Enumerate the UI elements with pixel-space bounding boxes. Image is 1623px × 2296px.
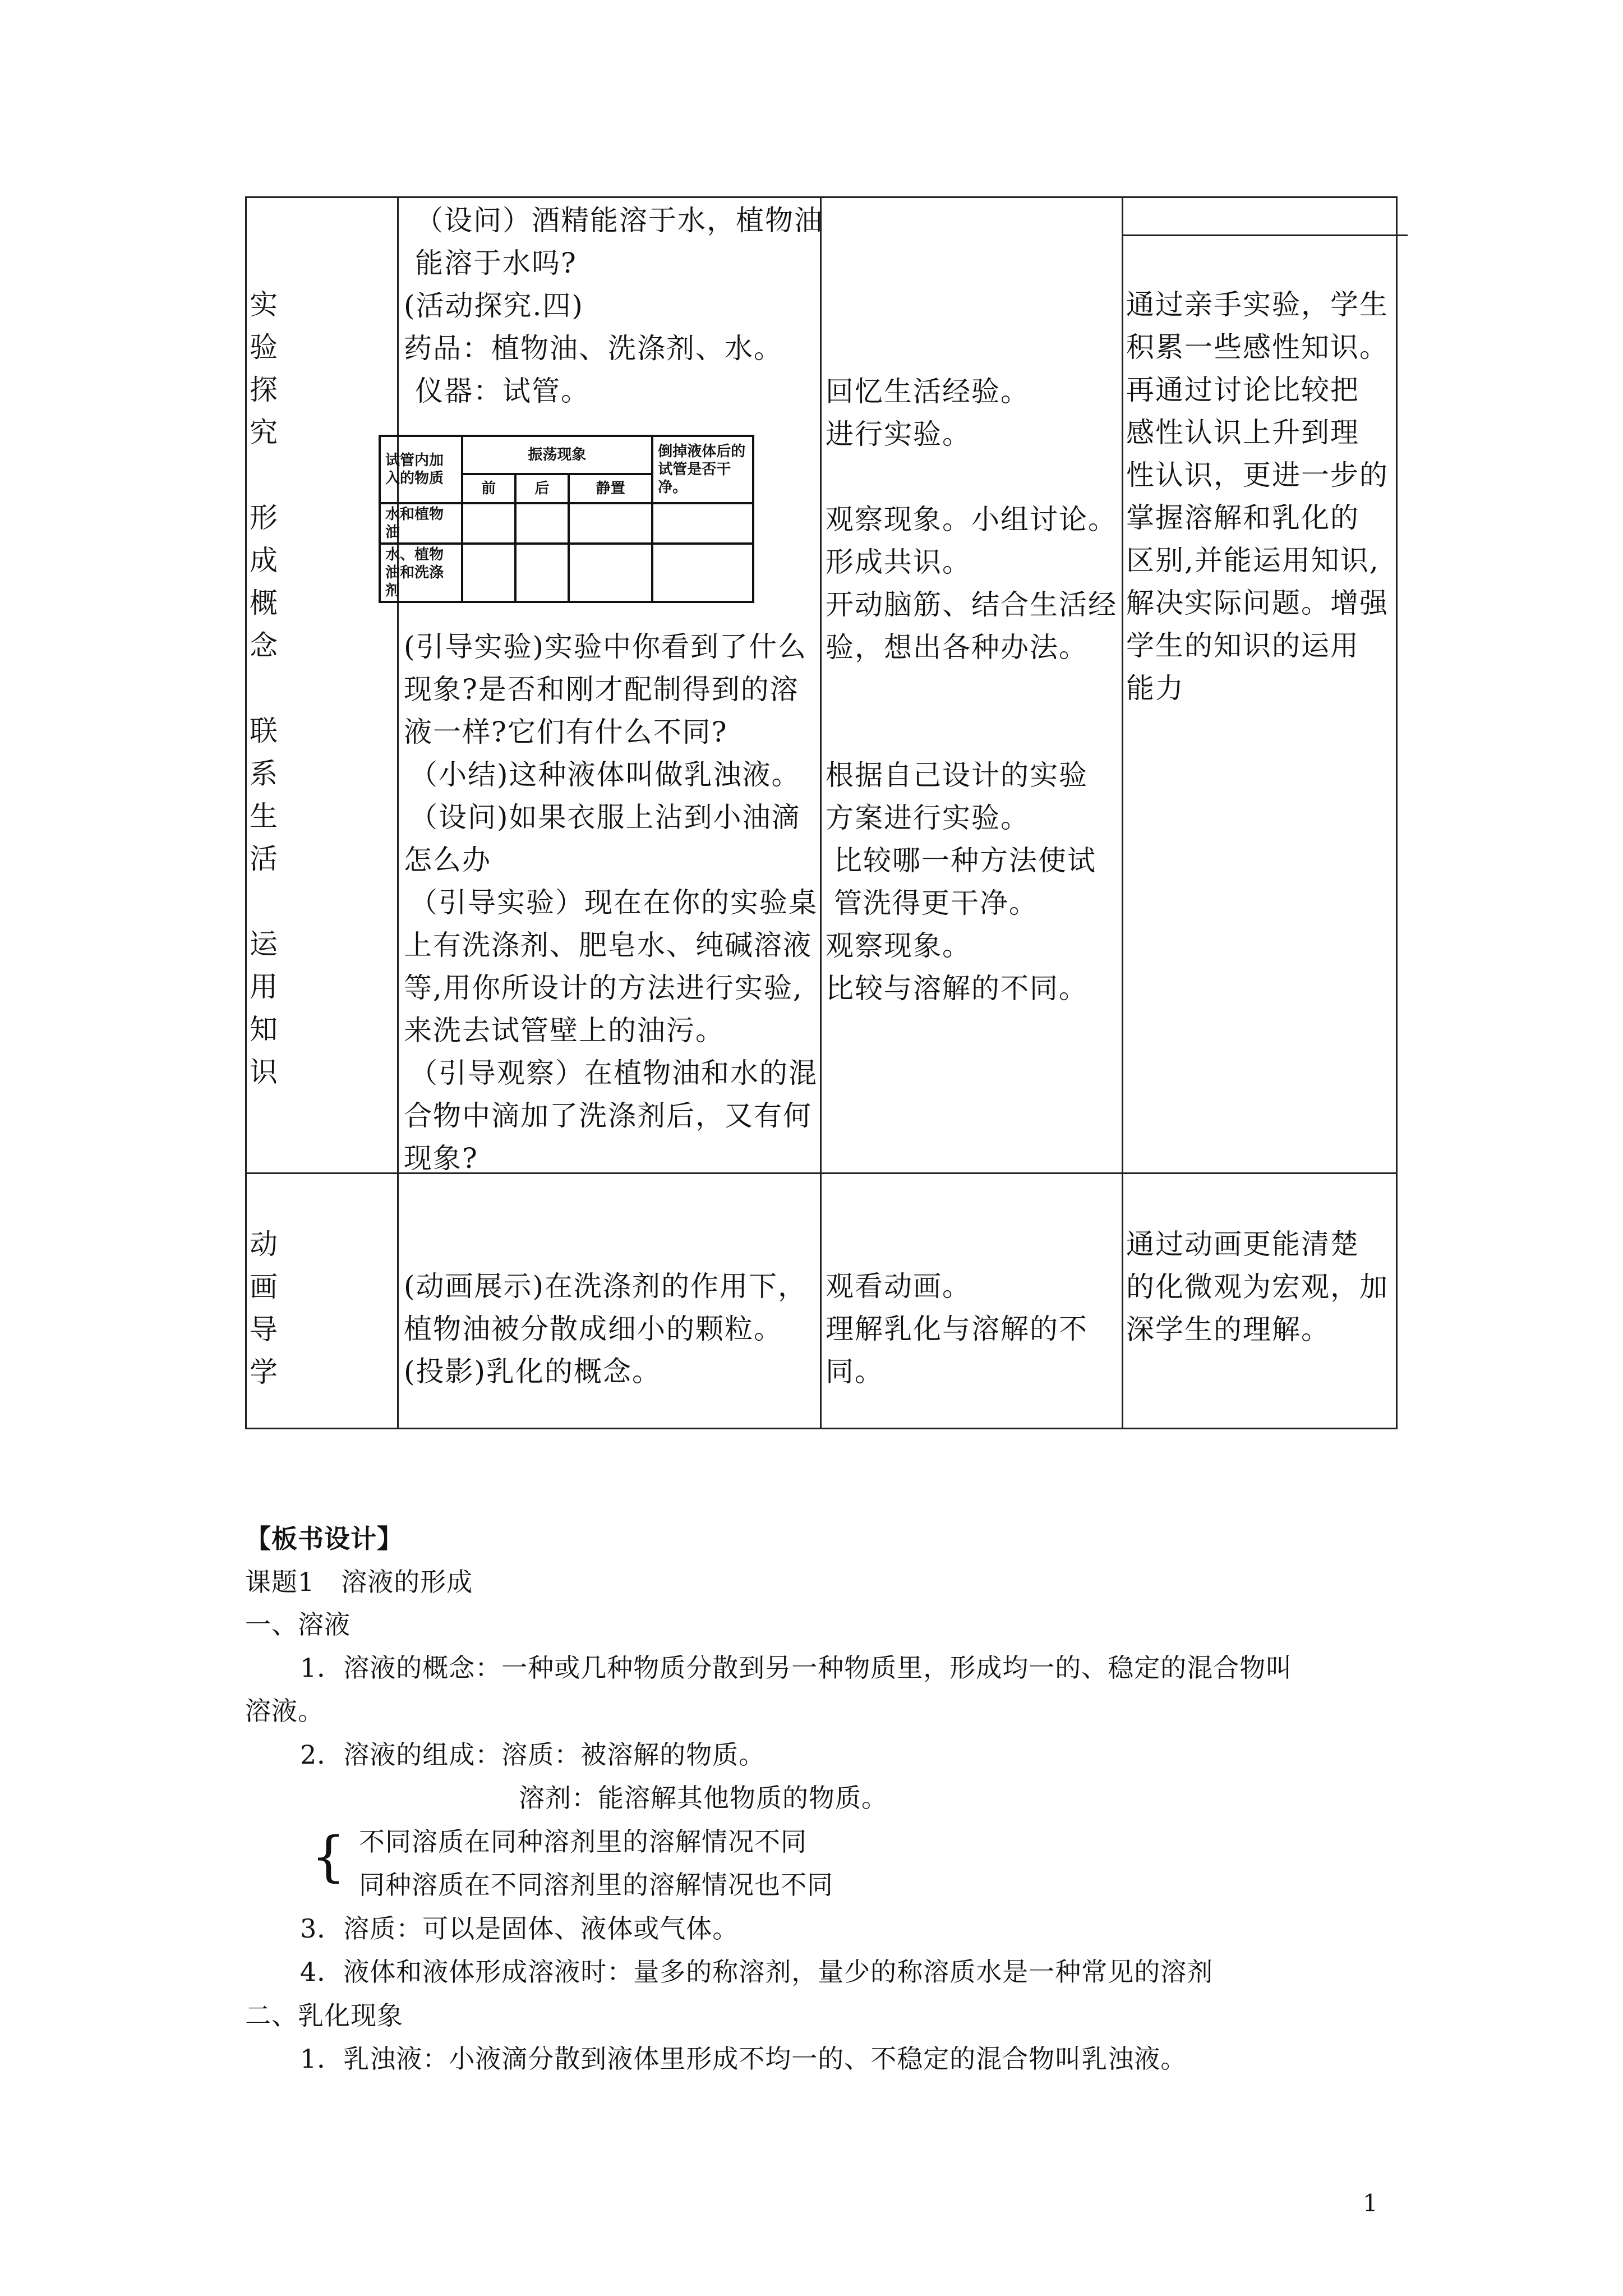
purpose-line: 解决实际问题。增强	[1126, 587, 1389, 619]
stage-char: 念	[250, 629, 278, 662]
purpose-line: 再通过讨论比较把	[1126, 374, 1359, 406]
teacher-line: 等,用你所设计的方法进行实验,	[404, 972, 803, 1004]
item-liquid-liquid: 4．液体和液体形成溶液时：量多的称溶剂，量少的称溶质水是一种常见的溶剂	[300, 1957, 1214, 1987]
teacher-line: 上有洗涤剂、肥皂水、纯碱溶液	[404, 929, 812, 961]
teacher-line: 植物油被分散成细小的颗粒。	[404, 1313, 783, 1345]
stage-char: 用	[250, 970, 278, 1003]
mini-header-before: 前	[462, 474, 515, 503]
mini-row-water-oil-detergent: 水、植物油和洗涤剂	[380, 544, 462, 602]
purpose-line: 能力	[1126, 672, 1184, 705]
teacher-line: 药品：植物油、洗涤剂、水。	[404, 332, 783, 365]
stage-char: 活	[250, 843, 278, 875]
student-line: 形成共识。	[826, 546, 971, 578]
teacher-line: 液一样?它们有什么不同?	[404, 716, 728, 748]
student-line: 观看动画。	[826, 1270, 971, 1303]
purpose-line: 区别,并能运用知识,	[1126, 544, 1380, 577]
student-line: 观察现象。	[826, 930, 971, 962]
teacher-line: (动画展示)在洗涤剂的作用下，	[404, 1270, 808, 1303]
purpose-line: 性认识，更进一步的	[1126, 459, 1389, 491]
row2-stage-label	[247, 1223, 280, 1393]
item-solvent-def: 溶剂：能溶解其他物质的物质。	[519, 1783, 888, 1813]
item-solution-concept-cont: 溶液。	[245, 1696, 324, 1726]
brace-line-2: 同种溶质在不同溶剂里的溶解情况也不同	[359, 1870, 833, 1900]
student-line: 回忆生活经验。	[826, 375, 1030, 408]
brace-icon: {	[311, 1825, 346, 1888]
page-number: 1	[1363, 2189, 1378, 2217]
mini-row-water-oil: 水和植物油	[380, 503, 462, 544]
board-topic: 课题1 溶液的形成	[245, 1567, 473, 1597]
mini-cell	[462, 503, 515, 544]
teacher-line: 现象?是否和刚才配制得到的溶	[404, 673, 799, 706]
row1-stage-label	[247, 283, 280, 1093]
teacher-line: （引导实验）现在在你的实验桌	[409, 886, 818, 919]
teacher-line: (活动探究.四)	[404, 289, 584, 322]
teacher-line: 合物中滴加了洗涤剂后，又有何	[404, 1099, 812, 1132]
stage-char: 生	[250, 800, 278, 832]
teacher-line: 怎么办	[404, 844, 491, 876]
student-line: 同。	[826, 1355, 884, 1388]
item-emulsion: 1．乳浊液：小液滴分散到液体里形成不均一的、不稳定的混合物叫乳浊液。	[300, 2044, 1187, 2074]
mini-cell	[652, 503, 753, 544]
section-solution: 一、溶液	[245, 1609, 351, 1640]
student-line: 理解乳化与溶解的不	[826, 1313, 1088, 1345]
observation-table	[379, 435, 754, 603]
student-line: 验，想出各种办法。	[826, 631, 1088, 664]
mini-cell	[569, 503, 652, 544]
row2-teacher	[404, 1265, 807, 1393]
teacher-line: （设问)如果衣服上沾到小油滴	[409, 801, 801, 834]
purpose-line: 通过亲手实验，学生	[1126, 288, 1389, 321]
stage-char: 知	[250, 1013, 278, 1046]
purpose-line: 掌握溶解和乳化的	[1126, 501, 1359, 534]
teacher-line: 仪器：试管。	[415, 375, 590, 407]
stage-char: 成	[250, 544, 278, 577]
col-divider-1	[397, 196, 399, 1429]
purpose-line: 学生的知识的运用	[1126, 629, 1359, 662]
student-line: 根据自己设计的实验	[826, 759, 1088, 792]
teacher-line: 能溶于水吗?	[415, 247, 577, 279]
mini-cell	[569, 544, 652, 602]
item-solution-composition: 2．溶液的组成：溶质：被溶解的物质。	[300, 1740, 766, 1770]
mini-cell	[462, 544, 515, 602]
stage-char	[247, 667, 280, 710]
mini-header-shake: 振荡现象	[462, 436, 653, 474]
col-divider-3	[1122, 196, 1123, 1429]
student-line: 观察现象。小组讨论。	[826, 503, 1117, 536]
teacher-line: 来洗去试管壁上的油污。	[404, 1014, 725, 1047]
mini-header-clean: 倒掉液体后的试管是否干净。	[652, 436, 753, 503]
student-line: 比较哪一种方法使试	[834, 844, 1096, 877]
section-emulsification: 二、乳化现象	[245, 2000, 403, 2031]
purpose-line: 积累一些感性知识。	[1126, 331, 1389, 364]
stage-char: 探	[250, 374, 278, 406]
stage-char: 概	[250, 587, 278, 619]
purpose-line: 通过动画更能清楚	[1126, 1228, 1359, 1260]
purpose-line: 的化微观为宏观，加	[1126, 1271, 1389, 1303]
purpose-line: 深学生的理解。	[1126, 1313, 1330, 1346]
stage-char	[247, 454, 280, 496]
stage-char: 形	[250, 501, 278, 534]
mini-header-substance: 试管内加入的物质	[380, 436, 462, 503]
stage-char: 实	[250, 288, 278, 321]
stage-char: 识	[250, 1056, 278, 1088]
row1-purpose	[1126, 283, 1389, 710]
row1-teacher-bottom	[404, 625, 818, 1180]
teacher-line: （设问）酒精能溶于水，植物油	[415, 204, 823, 237]
student-line: 方案进行实验。	[826, 802, 1030, 834]
row2-purpose	[1126, 1223, 1389, 1351]
teacher-line: 现象?	[404, 1142, 478, 1175]
stage-char: 导	[250, 1313, 278, 1346]
mini-cell	[515, 544, 569, 602]
teacher-line: (投影)乳化的概念。	[404, 1355, 662, 1388]
student-line: 比较与溶解的不同。	[826, 972, 1088, 1005]
stage-char	[247, 880, 280, 923]
board-heading: 【板书设计】	[245, 1524, 403, 1554]
mini-cell	[652, 544, 753, 602]
item-solution-concept: 1．溶液的概念：一种或几种物质分散到另一种物质里，形成均一的、稳定的混合物叫	[300, 1653, 1293, 1683]
stage-char: 究	[250, 416, 278, 449]
mini-header-after: 后	[515, 474, 569, 503]
student-line: 管洗得更干净。	[834, 887, 1038, 919]
brace-line-1: 不同溶质在同种溶剂里的溶解情况不同	[359, 1826, 807, 1857]
purpose-line: 感性认识上升到理	[1126, 416, 1359, 449]
stage-char: 系	[250, 757, 278, 790]
row1-student	[826, 370, 1117, 1010]
stage-char: 运	[250, 928, 278, 960]
stage-char: 学	[250, 1356, 278, 1388]
stage-char: 验	[250, 331, 278, 364]
mini-cell	[515, 503, 569, 544]
teacher-line: （小结)这种液体叫做乳浊液。	[409, 758, 801, 791]
teacher-line: （引导观察）在植物油和水的混	[409, 1057, 818, 1089]
stage-char: 画	[250, 1271, 278, 1303]
student-line: 开动脑筋、结合生活经	[826, 588, 1117, 621]
row2-student	[826, 1265, 1088, 1393]
purpose-col-top-divider	[1122, 234, 1408, 236]
mini-header-still: 静置	[569, 474, 652, 503]
teacher-line: (引导实验)实验中你看到了什么	[404, 631, 808, 663]
stage-char: 动	[250, 1228, 278, 1260]
student-line: 进行实验。	[826, 418, 971, 450]
item-solute: 3．溶质：可以是固体、液体或气体。	[300, 1913, 739, 1944]
row1-teacher-top	[404, 199, 823, 412]
stage-char: 联	[250, 715, 278, 747]
table-right-border	[1396, 196, 1398, 1429]
